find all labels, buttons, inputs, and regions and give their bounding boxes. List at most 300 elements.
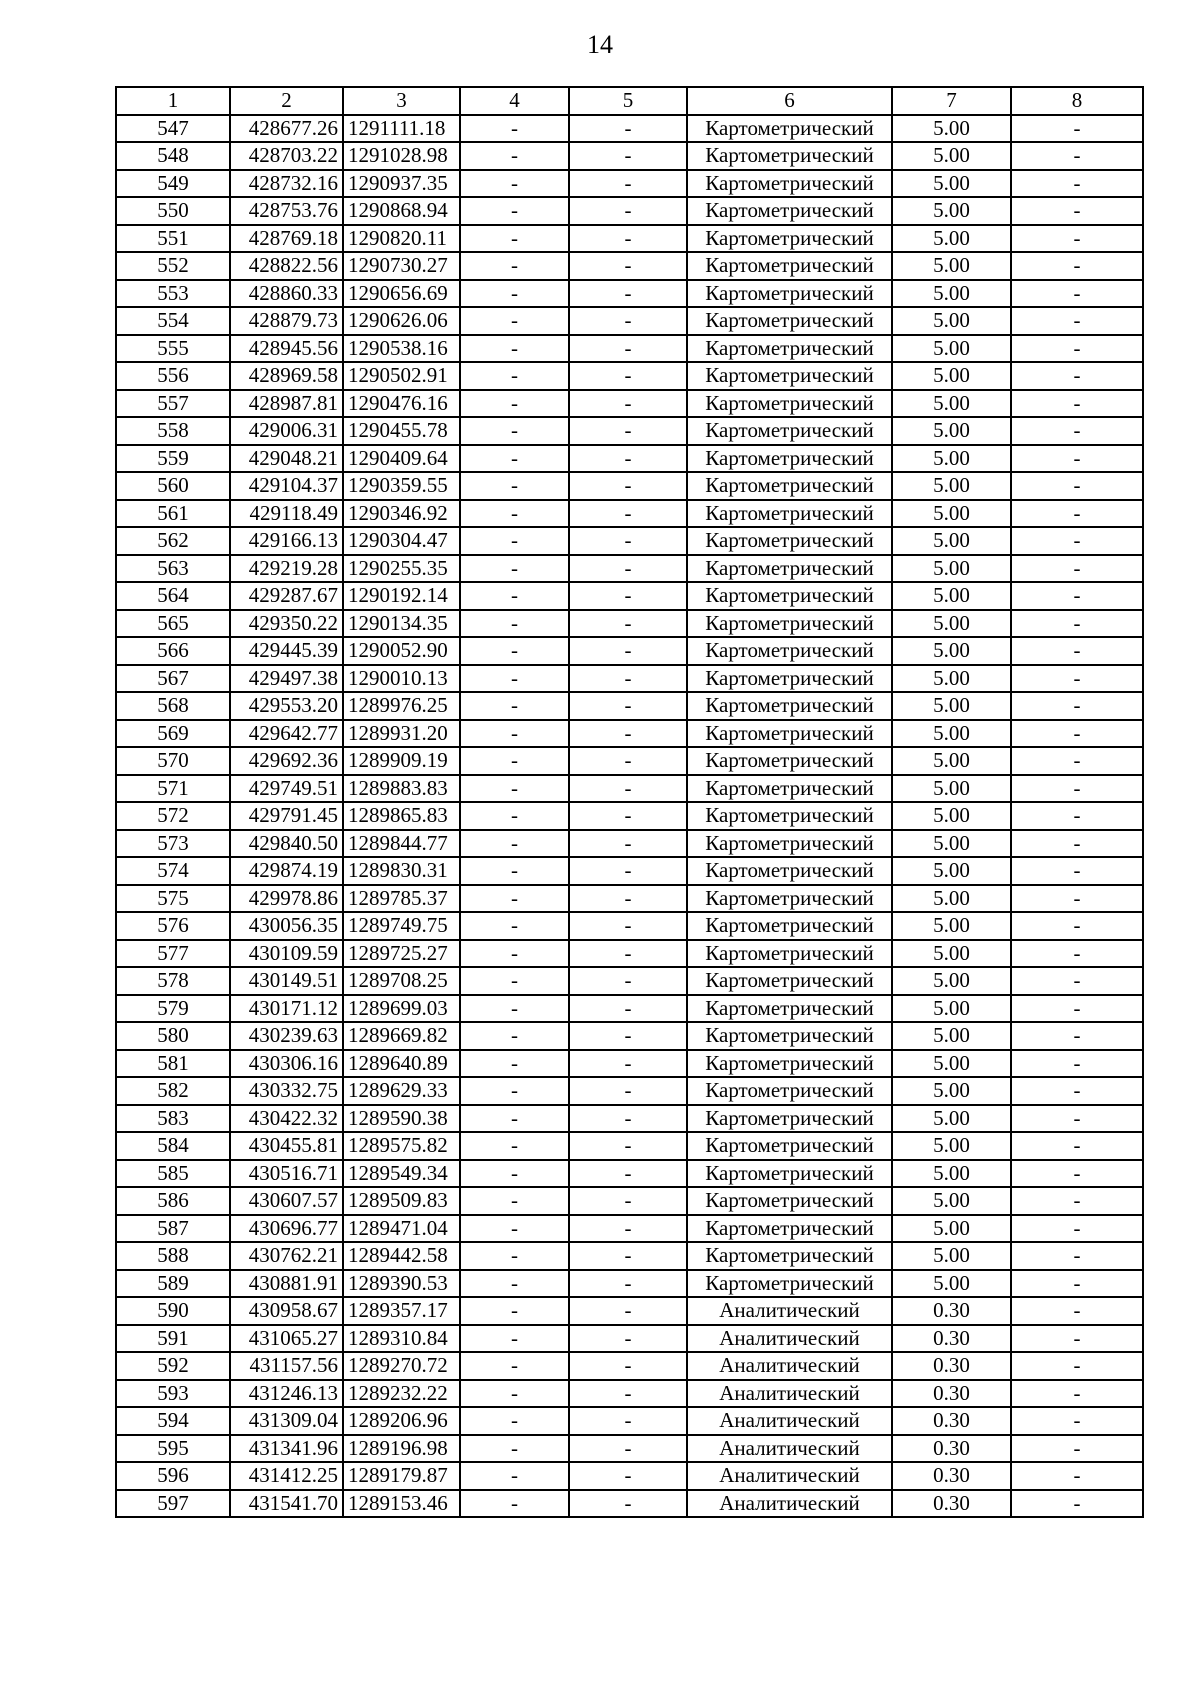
col5-cell: -	[569, 720, 687, 748]
col8-cell: -	[1011, 1297, 1143, 1325]
col5-cell: -	[569, 967, 687, 995]
x-coordinate-cell: 431065.27	[230, 1325, 343, 1353]
col4-cell: -	[460, 252, 569, 280]
column-header: 6	[687, 87, 892, 115]
col8-cell: -	[1011, 1325, 1143, 1353]
x-coordinate-cell: 431341.96	[230, 1435, 343, 1463]
y-coordinate-cell: 1289725.27	[343, 940, 460, 968]
x-coordinate-cell: 430239.63	[230, 1022, 343, 1050]
point-number-cell: 555	[116, 335, 230, 363]
method-cell: Картометрический	[687, 500, 892, 528]
col5-cell: -	[569, 1242, 687, 1270]
x-coordinate-cell: 429642.77	[230, 720, 343, 748]
col4-cell: -	[460, 472, 569, 500]
accuracy-cell: 5.00	[892, 582, 1011, 610]
col8-cell: -	[1011, 1490, 1143, 1518]
accuracy-cell: 5.00	[892, 280, 1011, 308]
col8-cell: -	[1011, 582, 1143, 610]
method-cell: Картометрический	[687, 995, 892, 1023]
point-number-cell: 577	[116, 940, 230, 968]
coordinates-table	[115, 86, 1144, 1518]
method-cell: Аналитический	[687, 1380, 892, 1408]
accuracy-cell: 5.00	[892, 747, 1011, 775]
table-row	[116, 252, 1143, 280]
table-row	[116, 802, 1143, 830]
table-row	[116, 555, 1143, 583]
column-header: 3	[343, 87, 460, 115]
method-cell: Картометрический	[687, 802, 892, 830]
y-coordinate-cell: 1290192.14	[343, 582, 460, 610]
col5-cell: -	[569, 1380, 687, 1408]
point-number-cell: 554	[116, 307, 230, 335]
col8-cell: -	[1011, 995, 1143, 1023]
col4-cell: -	[460, 1435, 569, 1463]
method-cell: Аналитический	[687, 1490, 892, 1518]
x-coordinate-cell: 430306.16	[230, 1050, 343, 1078]
y-coordinate-cell: 1289232.22	[343, 1380, 460, 1408]
col8-cell: -	[1011, 527, 1143, 555]
x-coordinate-cell: 429553.20	[230, 692, 343, 720]
col4-cell: -	[460, 1352, 569, 1380]
point-number-cell: 593	[116, 1380, 230, 1408]
col8-cell: -	[1011, 197, 1143, 225]
y-coordinate-cell: 1289865.83	[343, 802, 460, 830]
accuracy-cell: 5.00	[892, 500, 1011, 528]
accuracy-cell: 5.00	[892, 252, 1011, 280]
col5-cell: -	[569, 197, 687, 225]
accuracy-cell: 5.00	[892, 1215, 1011, 1243]
col8-cell: -	[1011, 692, 1143, 720]
col8-cell: -	[1011, 775, 1143, 803]
y-coordinate-cell: 1289509.83	[343, 1187, 460, 1215]
method-cell: Картометрический	[687, 527, 892, 555]
table-row	[116, 665, 1143, 693]
point-number-cell: 549	[116, 170, 230, 198]
method-cell: Картометрический	[687, 940, 892, 968]
accuracy-cell: 0.30	[892, 1435, 1011, 1463]
col5-cell: -	[569, 1490, 687, 1518]
col8-cell: -	[1011, 115, 1143, 143]
accuracy-cell: 5.00	[892, 527, 1011, 555]
x-coordinate-cell: 428987.81	[230, 390, 343, 418]
accuracy-cell: 5.00	[892, 830, 1011, 858]
x-coordinate-cell: 429791.45	[230, 802, 343, 830]
point-number-cell: 596	[116, 1462, 230, 1490]
x-coordinate-cell: 428945.56	[230, 335, 343, 363]
accuracy-cell: 5.00	[892, 555, 1011, 583]
x-coordinate-cell: 428860.33	[230, 280, 343, 308]
table-row	[116, 967, 1143, 995]
col5-cell: -	[569, 362, 687, 390]
col5-cell: -	[569, 225, 687, 253]
column-header: 4	[460, 87, 569, 115]
y-coordinate-cell: 1290937.35	[343, 170, 460, 198]
method-cell: Картометрический	[687, 1242, 892, 1270]
y-coordinate-cell: 1289708.25	[343, 967, 460, 995]
table-row	[116, 1077, 1143, 1105]
col8-cell: -	[1011, 390, 1143, 418]
accuracy-cell: 5.00	[892, 362, 1011, 390]
x-coordinate-cell: 428822.56	[230, 252, 343, 280]
x-coordinate-cell: 430696.77	[230, 1215, 343, 1243]
y-coordinate-cell: 1290626.06	[343, 307, 460, 335]
point-number-cell: 581	[116, 1050, 230, 1078]
x-coordinate-cell: 428677.26	[230, 115, 343, 143]
col4-cell: -	[460, 280, 569, 308]
x-coordinate-cell: 428753.76	[230, 197, 343, 225]
col5-cell: -	[569, 582, 687, 610]
method-cell: Картометрический	[687, 335, 892, 363]
table-row	[116, 225, 1143, 253]
col4-cell: -	[460, 1077, 569, 1105]
col8-cell: -	[1011, 1270, 1143, 1298]
table-row	[116, 1105, 1143, 1133]
method-cell: Картометрический	[687, 225, 892, 253]
col5-cell: -	[569, 637, 687, 665]
table-row	[116, 1490, 1143, 1518]
x-coordinate-cell: 431246.13	[230, 1380, 343, 1408]
col4-cell: -	[460, 362, 569, 390]
col8-cell: -	[1011, 170, 1143, 198]
col5-cell: -	[569, 500, 687, 528]
y-coordinate-cell: 1289471.04	[343, 1215, 460, 1243]
accuracy-cell: 5.00	[892, 1270, 1011, 1298]
method-cell: Картометрический	[687, 747, 892, 775]
col4-cell: -	[460, 665, 569, 693]
col8-cell: -	[1011, 1215, 1143, 1243]
x-coordinate-cell: 430881.91	[230, 1270, 343, 1298]
point-number-cell: 564	[116, 582, 230, 610]
col4-cell: -	[460, 500, 569, 528]
point-number-cell: 590	[116, 1297, 230, 1325]
accuracy-cell: 5.00	[892, 665, 1011, 693]
accuracy-cell: 5.00	[892, 1187, 1011, 1215]
y-coordinate-cell: 1290820.11	[343, 225, 460, 253]
col4-cell: -	[460, 582, 569, 610]
table-body	[116, 115, 1143, 1518]
y-coordinate-cell: 1290868.94	[343, 197, 460, 225]
y-coordinate-cell: 1289270.72	[343, 1352, 460, 1380]
point-number-cell: 586	[116, 1187, 230, 1215]
accuracy-cell: 5.00	[892, 197, 1011, 225]
col5-cell: -	[569, 1077, 687, 1105]
col8-cell: -	[1011, 940, 1143, 968]
accuracy-cell: 5.00	[892, 417, 1011, 445]
column-header: 2	[230, 87, 343, 115]
x-coordinate-cell: 431309.04	[230, 1407, 343, 1435]
y-coordinate-cell: 1289830.31	[343, 857, 460, 885]
method-cell: Картометрический	[687, 307, 892, 335]
x-coordinate-cell: 428732.16	[230, 170, 343, 198]
accuracy-cell: 5.00	[892, 115, 1011, 143]
col8-cell: -	[1011, 802, 1143, 830]
point-number-cell: 576	[116, 912, 230, 940]
col5-cell: -	[569, 692, 687, 720]
col5-cell: -	[569, 1050, 687, 1078]
y-coordinate-cell: 1289844.77	[343, 830, 460, 858]
col8-cell: -	[1011, 1160, 1143, 1188]
method-cell: Картометрический	[687, 417, 892, 445]
column-header: 8	[1011, 87, 1143, 115]
x-coordinate-cell: 430958.67	[230, 1297, 343, 1325]
col8-cell: -	[1011, 1462, 1143, 1490]
y-coordinate-cell: 1289883.83	[343, 775, 460, 803]
table-row	[116, 142, 1143, 170]
col5-cell: -	[569, 1105, 687, 1133]
col8-cell: -	[1011, 417, 1143, 445]
col4-cell: -	[460, 830, 569, 858]
accuracy-cell: 5.00	[892, 1050, 1011, 1078]
col8-cell: -	[1011, 1132, 1143, 1160]
col5-cell: -	[569, 390, 687, 418]
table-row	[116, 912, 1143, 940]
col8-cell: -	[1011, 747, 1143, 775]
col5-cell: -	[569, 280, 687, 308]
col8-cell: -	[1011, 335, 1143, 363]
x-coordinate-cell: 429006.31	[230, 417, 343, 445]
col4-cell: -	[460, 1490, 569, 1518]
col5-cell: -	[569, 1462, 687, 1490]
col8-cell: -	[1011, 307, 1143, 335]
col5-cell: -	[569, 1435, 687, 1463]
col5-cell: -	[569, 912, 687, 940]
x-coordinate-cell: 430516.71	[230, 1160, 343, 1188]
point-number-cell: 571	[116, 775, 230, 803]
x-coordinate-cell: 430422.32	[230, 1105, 343, 1133]
table-row	[116, 830, 1143, 858]
point-number-cell: 584	[116, 1132, 230, 1160]
accuracy-cell: 5.00	[892, 610, 1011, 638]
accuracy-cell: 5.00	[892, 170, 1011, 198]
accuracy-cell: 5.00	[892, 857, 1011, 885]
x-coordinate-cell: 429219.28	[230, 555, 343, 583]
col4-cell: -	[460, 967, 569, 995]
col4-cell: -	[460, 335, 569, 363]
table-row	[116, 885, 1143, 913]
point-number-cell: 587	[116, 1215, 230, 1243]
point-number-cell: 595	[116, 1435, 230, 1463]
accuracy-cell: 5.00	[892, 1105, 1011, 1133]
col4-cell: -	[460, 417, 569, 445]
accuracy-cell: 5.00	[892, 637, 1011, 665]
point-number-cell: 550	[116, 197, 230, 225]
x-coordinate-cell: 429350.22	[230, 610, 343, 638]
point-number-cell: 559	[116, 445, 230, 473]
point-number-cell: 567	[116, 665, 230, 693]
method-cell: Картометрический	[687, 390, 892, 418]
method-cell: Картометрический	[687, 582, 892, 610]
col8-cell: -	[1011, 912, 1143, 940]
accuracy-cell: 0.30	[892, 1490, 1011, 1518]
col8-cell: -	[1011, 1407, 1143, 1435]
table-row	[116, 1435, 1143, 1463]
y-coordinate-cell: 1289549.34	[343, 1160, 460, 1188]
accuracy-cell: 5.00	[892, 390, 1011, 418]
page-number: 14	[587, 30, 613, 59]
table-row	[116, 775, 1143, 803]
col4-cell: -	[460, 1325, 569, 1353]
point-number-cell: 556	[116, 362, 230, 390]
accuracy-cell: 5.00	[892, 225, 1011, 253]
accuracy-cell: 0.30	[892, 1352, 1011, 1380]
method-cell: Картометрический	[687, 555, 892, 583]
accuracy-cell: 5.00	[892, 472, 1011, 500]
y-coordinate-cell: 1290409.64	[343, 445, 460, 473]
col5-cell: -	[569, 1352, 687, 1380]
point-number-cell: 591	[116, 1325, 230, 1353]
y-coordinate-cell: 1291111.18	[343, 115, 460, 143]
point-number-cell: 585	[116, 1160, 230, 1188]
col4-cell: -	[460, 1187, 569, 1215]
method-cell: Картометрический	[687, 1105, 892, 1133]
y-coordinate-cell: 1290538.16	[343, 335, 460, 363]
col8-cell: -	[1011, 1352, 1143, 1380]
method-cell: Картометрический	[687, 1160, 892, 1188]
x-coordinate-cell: 429749.51	[230, 775, 343, 803]
col5-cell: -	[569, 335, 687, 363]
col8-cell: -	[1011, 472, 1143, 500]
point-number-cell: 572	[116, 802, 230, 830]
method-cell: Аналитический	[687, 1407, 892, 1435]
y-coordinate-cell: 1290656.69	[343, 280, 460, 308]
col4-cell: -	[460, 940, 569, 968]
col5-cell: -	[569, 1325, 687, 1353]
method-cell: Картометрический	[687, 1270, 892, 1298]
x-coordinate-cell: 429048.21	[230, 445, 343, 473]
col8-cell: -	[1011, 1242, 1143, 1270]
table-row	[116, 1270, 1143, 1298]
col5-cell: -	[569, 665, 687, 693]
point-number-cell: 566	[116, 637, 230, 665]
col8-cell: -	[1011, 1187, 1143, 1215]
col5-cell: -	[569, 1270, 687, 1298]
col5-cell: -	[569, 857, 687, 885]
table-row	[116, 527, 1143, 555]
point-number-cell: 569	[116, 720, 230, 748]
point-number-cell: 578	[116, 967, 230, 995]
table-row	[116, 417, 1143, 445]
col5-cell: -	[569, 940, 687, 968]
col4-cell: -	[460, 555, 569, 583]
col8-cell: -	[1011, 280, 1143, 308]
x-coordinate-cell: 429166.13	[230, 527, 343, 555]
table-row	[116, 1242, 1143, 1270]
y-coordinate-cell: 1290304.47	[343, 527, 460, 555]
x-coordinate-cell: 429874.19	[230, 857, 343, 885]
y-coordinate-cell: 1290455.78	[343, 417, 460, 445]
table-row	[116, 995, 1143, 1023]
x-coordinate-cell: 430455.81	[230, 1132, 343, 1160]
col4-cell: -	[460, 692, 569, 720]
method-cell: Картометрический	[687, 637, 892, 665]
y-coordinate-cell: 1290346.92	[343, 500, 460, 528]
column-header: 7	[892, 87, 1011, 115]
col5-cell: -	[569, 115, 687, 143]
method-cell: Картометрический	[687, 252, 892, 280]
y-coordinate-cell: 1289196.98	[343, 1435, 460, 1463]
y-coordinate-cell: 1289669.82	[343, 1022, 460, 1050]
x-coordinate-cell: 430171.12	[230, 995, 343, 1023]
x-coordinate-cell: 428879.73	[230, 307, 343, 335]
col5-cell: -	[569, 830, 687, 858]
col4-cell: -	[460, 637, 569, 665]
col8-cell: -	[1011, 857, 1143, 885]
y-coordinate-cell: 1289629.33	[343, 1077, 460, 1105]
method-cell: Картометрический	[687, 362, 892, 390]
table-row	[116, 582, 1143, 610]
table-row	[116, 637, 1143, 665]
col4-cell: -	[460, 995, 569, 1023]
method-cell: Картометрический	[687, 115, 892, 143]
method-cell: Картометрический	[687, 1215, 892, 1243]
col5-cell: -	[569, 527, 687, 555]
accuracy-cell: 5.00	[892, 1077, 1011, 1105]
col8-cell: -	[1011, 1105, 1143, 1133]
col5-cell: -	[569, 307, 687, 335]
point-number-cell: 562	[116, 527, 230, 555]
point-number-cell: 557	[116, 390, 230, 418]
method-cell: Картометрический	[687, 445, 892, 473]
point-number-cell: 548	[116, 142, 230, 170]
table-row	[116, 335, 1143, 363]
col4-cell: -	[460, 1050, 569, 1078]
col4-cell: -	[460, 885, 569, 913]
y-coordinate-cell: 1289206.96	[343, 1407, 460, 1435]
col4-cell: -	[460, 720, 569, 748]
col8-cell: -	[1011, 1050, 1143, 1078]
table-row	[116, 940, 1143, 968]
method-cell: Картометрический	[687, 170, 892, 198]
y-coordinate-cell: 1291028.98	[343, 142, 460, 170]
col4-cell: -	[460, 1105, 569, 1133]
point-number-cell: 551	[116, 225, 230, 253]
table-row	[116, 720, 1143, 748]
x-coordinate-cell: 431412.25	[230, 1462, 343, 1490]
y-coordinate-cell: 1289590.38	[343, 1105, 460, 1133]
col5-cell: -	[569, 1297, 687, 1325]
method-cell: Картометрический	[687, 775, 892, 803]
col8-cell: -	[1011, 225, 1143, 253]
accuracy-cell: 0.30	[892, 1462, 1011, 1490]
col8-cell: -	[1011, 830, 1143, 858]
y-coordinate-cell: 1290255.35	[343, 555, 460, 583]
y-coordinate-cell: 1289179.87	[343, 1462, 460, 1490]
table-row	[116, 747, 1143, 775]
point-number-cell: 560	[116, 472, 230, 500]
col4-cell: -	[460, 1160, 569, 1188]
table-row	[116, 1160, 1143, 1188]
table-row	[116, 307, 1143, 335]
col5-cell: -	[569, 472, 687, 500]
col5-cell: -	[569, 610, 687, 638]
col8-cell: -	[1011, 252, 1143, 280]
col5-cell: -	[569, 775, 687, 803]
col5-cell: -	[569, 170, 687, 198]
point-number-cell: 575	[116, 885, 230, 913]
col8-cell: -	[1011, 885, 1143, 913]
x-coordinate-cell: 428769.18	[230, 225, 343, 253]
y-coordinate-cell: 1289699.03	[343, 995, 460, 1023]
method-cell: Аналитический	[687, 1352, 892, 1380]
accuracy-cell: 0.30	[892, 1407, 1011, 1435]
method-cell: Картометрический	[687, 610, 892, 638]
col4-cell: -	[460, 1407, 569, 1435]
accuracy-cell: 5.00	[892, 802, 1011, 830]
col4-cell: -	[460, 1242, 569, 1270]
x-coordinate-cell: 429692.36	[230, 747, 343, 775]
table-row	[116, 1352, 1143, 1380]
table-row	[116, 1407, 1143, 1435]
